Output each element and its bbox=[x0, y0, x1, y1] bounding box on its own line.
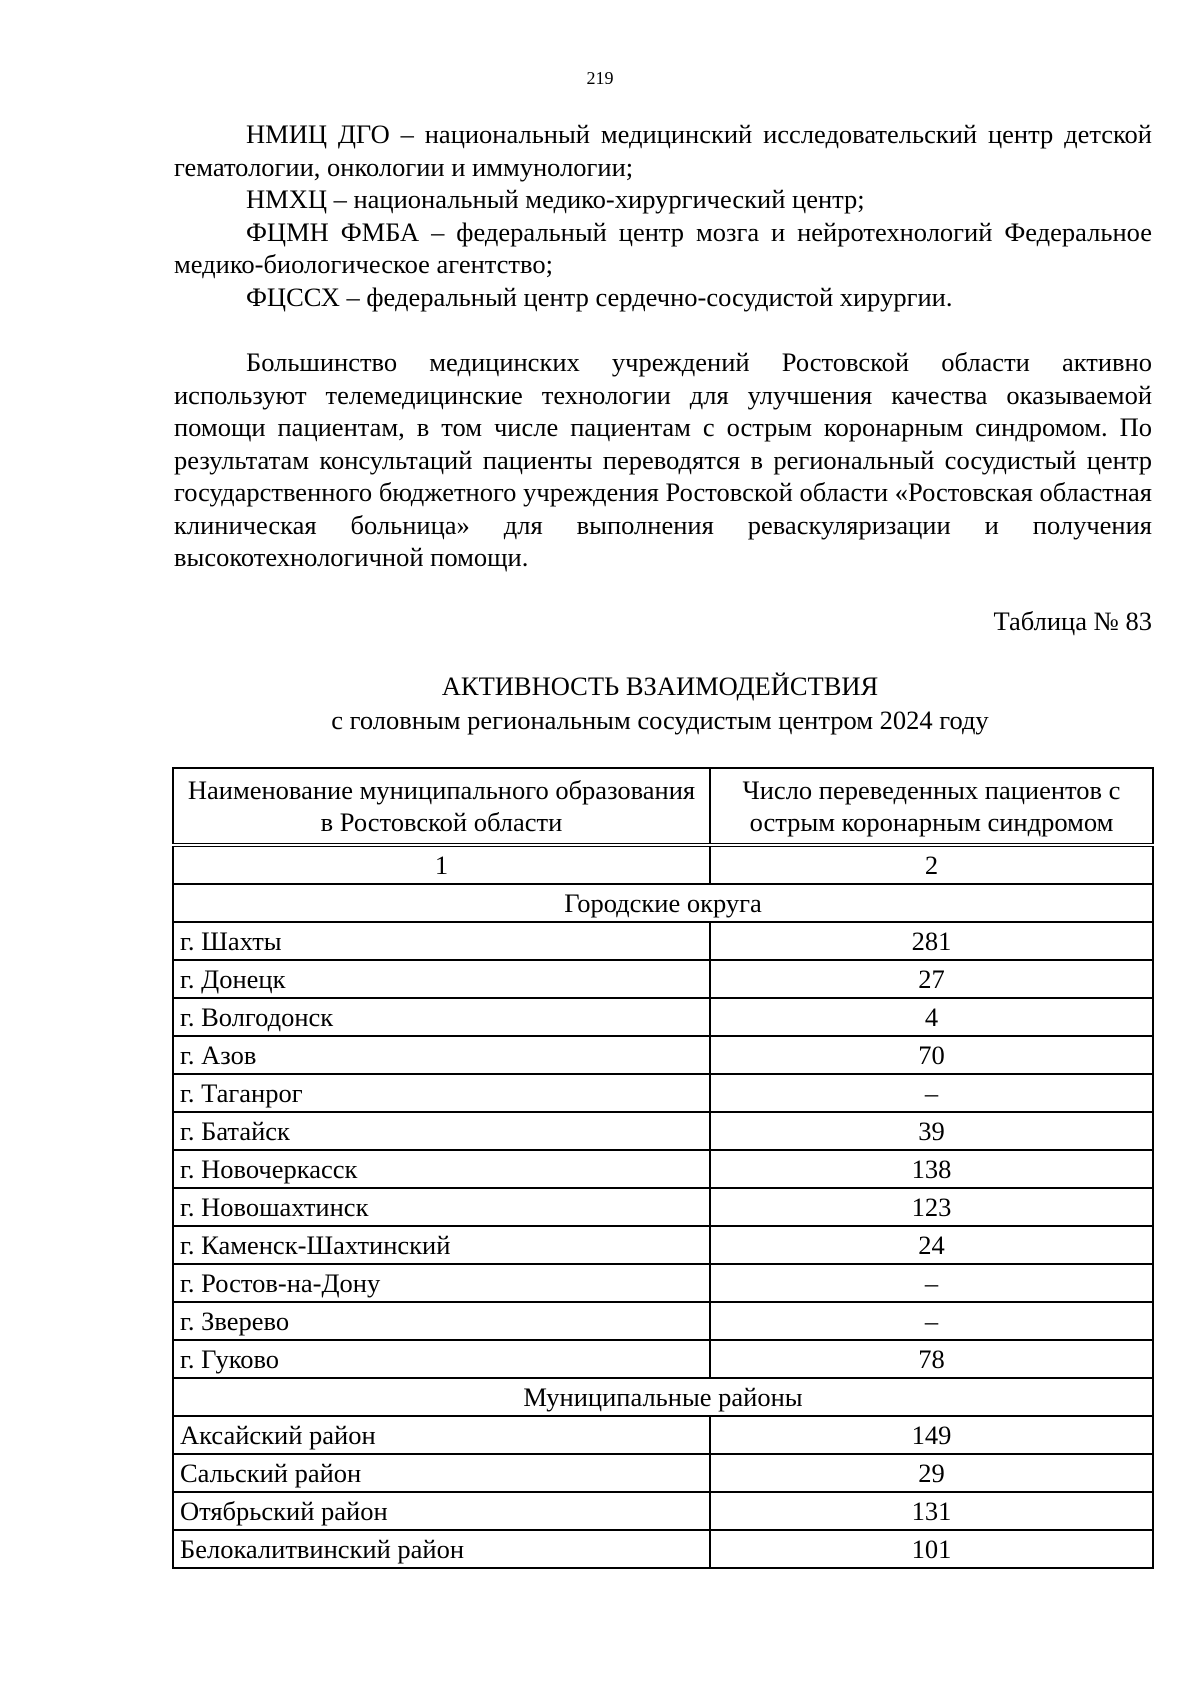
table-row bbox=[173, 1340, 1153, 1378]
patient-count: 24 bbox=[710, 1226, 1153, 1264]
municipality-name: Белокалитвинский район bbox=[173, 1530, 710, 1568]
patient-count: – bbox=[710, 1264, 1153, 1302]
municipality-name: г. Новочеркасск bbox=[173, 1150, 710, 1188]
municipality-name: г. Новошахтинск bbox=[173, 1188, 710, 1226]
group-title: Городские округа bbox=[173, 884, 1153, 922]
header-municipality: Наименование муниципального образования в Ростовской области bbox=[173, 768, 710, 845]
municipality-name: г. Донецк bbox=[173, 960, 710, 998]
table-row bbox=[173, 998, 1153, 1036]
municipality-name: г. Шахты bbox=[173, 922, 710, 960]
column-number-1: 1 bbox=[173, 845, 710, 884]
patient-count: 131 bbox=[710, 1492, 1153, 1530]
abbreviation-fcmn-fmba: ФЦМН ФМБА – федеральный центр мозга и нейротехнологий Федеральное медико-биологическое агентство; bbox=[174, 216, 1152, 279]
municipality-name: г. Азов bbox=[173, 1036, 710, 1074]
header-patient-count: Число переведенных пациентов с острым коронарным синдромом bbox=[710, 768, 1153, 845]
table-number: Таблица № 83 bbox=[993, 606, 1152, 636]
patient-count: – bbox=[710, 1302, 1153, 1340]
group-header-row bbox=[173, 884, 1153, 922]
municipality-name: г. Волгодонск bbox=[173, 998, 710, 1036]
patient-count: 101 bbox=[710, 1530, 1153, 1568]
municipality-name: г. Батайск bbox=[173, 1112, 710, 1150]
column-number-2: 2 bbox=[710, 845, 1153, 884]
abbreviations-list bbox=[174, 118, 1152, 313]
abbreviation-fcssh: ФЦССХ – федеральный центр сердечно-сосудистой хирургии. bbox=[246, 281, 953, 312]
table-row bbox=[173, 1226, 1153, 1264]
patient-count: 39 bbox=[710, 1112, 1153, 1150]
table-row bbox=[173, 960, 1153, 998]
municipality-name: Аксайский район bbox=[173, 1416, 710, 1454]
group-title: Муниципальные районы bbox=[173, 1378, 1153, 1416]
patient-count: 138 bbox=[710, 1150, 1153, 1188]
municipality-name: г. Зверево bbox=[173, 1302, 710, 1340]
table-row bbox=[173, 1112, 1153, 1150]
table-row bbox=[173, 1036, 1153, 1074]
abbreviation-nmhc: НМХЦ – национальный медико-хирургический центр; bbox=[246, 184, 865, 214]
patient-count: 27 bbox=[710, 960, 1153, 998]
table-row bbox=[173, 1074, 1153, 1112]
table-row bbox=[173, 1492, 1153, 1530]
table-title: АКТИВНОСТЬ ВЗАИМОДЕЙСТВИЯ bbox=[441, 671, 879, 701]
patient-count: 4 bbox=[710, 998, 1153, 1036]
table-row bbox=[173, 922, 1153, 960]
patient-count: 123 bbox=[710, 1188, 1153, 1226]
municipality-name: г. Гуково bbox=[173, 1340, 710, 1378]
column-number-row bbox=[173, 845, 1153, 884]
table-row bbox=[173, 1302, 1153, 1340]
table-row bbox=[173, 1454, 1153, 1492]
abbreviation-nmic-dgo: НМИЦ ДГО – национальный медицинский исследовательский центр детской гематологии, онкологии и иммунологии; bbox=[174, 119, 1152, 182]
patients-transfer-table bbox=[172, 767, 1154, 1569]
table-subtitle: с головным региональным сосудистым центром 2024 году bbox=[331, 705, 989, 735]
body-text bbox=[174, 346, 1152, 574]
page-number: 219 bbox=[586, 68, 614, 88]
municipality-name: Сальский район bbox=[173, 1454, 710, 1492]
patient-count: – bbox=[710, 1074, 1153, 1112]
patient-count: 149 bbox=[710, 1416, 1153, 1454]
municipality-name: г. Таганрог bbox=[173, 1074, 710, 1112]
table-row bbox=[173, 1264, 1153, 1302]
table-row bbox=[173, 1416, 1153, 1454]
table-row bbox=[173, 1150, 1153, 1188]
group-header-row bbox=[173, 1378, 1153, 1416]
table-row bbox=[173, 1188, 1153, 1226]
table-row bbox=[173, 1530, 1153, 1568]
table-header-row bbox=[173, 768, 1153, 845]
patient-count: 281 bbox=[710, 922, 1153, 960]
patient-count: 70 bbox=[710, 1036, 1153, 1074]
municipality-name: Отябрьский район bbox=[173, 1492, 710, 1530]
municipality-name: г. Каменск-Шахтинский bbox=[173, 1226, 710, 1264]
municipality-name: г. Ростов-на-Дону bbox=[173, 1264, 710, 1302]
telemedicine-paragraph: Большинство медицинских учреждений Ростовской области активно используют телемедицинские технологии для улучшения качества оказываемой помощи пациентам, в том числе пациентам с острым коронарным синдромом. По результатам консультаций пациенты переводятся в региональный сосудистый центр государственного бюджетного учреждения Ростовской области «Ростовская областная клиническая больница» для выполнения реваскуляризации и получения высокотехнологичной помощи. bbox=[174, 347, 1152, 572]
patient-count: 78 bbox=[710, 1340, 1153, 1378]
patient-count: 29 bbox=[710, 1454, 1153, 1492]
